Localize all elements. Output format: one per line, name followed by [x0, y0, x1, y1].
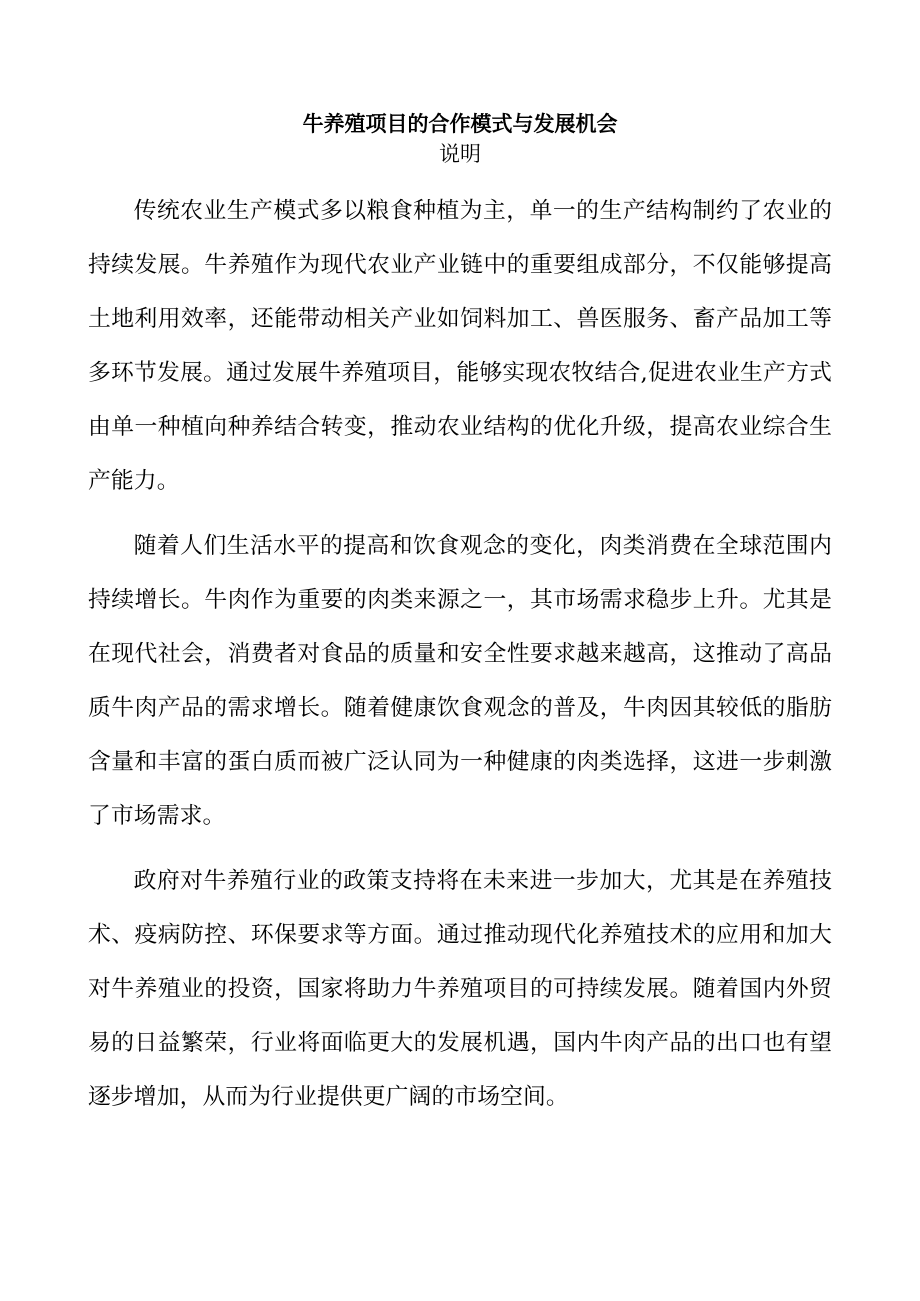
paragraph-1: 传统农业生产模式多以粮食种植为主，单一的生产结构制约了农业的持续发展。牛养殖作为现代农业产业链中的重要组成部分，不仅能够提高土地利用效率，还能带动相关产业如饲料加工、兽医服务、畜产品加工等多环节发展。通过发展牛养殖项目，能够实现农牧结合,促进农业生产方式由单一种植向种养结合转变，推动农业结构的优化升级，提高农业综合生产能力。 — [88, 198, 832, 494]
paragraph-2: 随着人们生活水平的提高和饮食观念的变化，肉类消费在全球范围内持续增长。牛肉作为重要的肉类来源之一，其市场需求稳步上升。尤其是在现代社会，消费者对食品的质量和安全性要求越来越高，这推动了高品质牛肉产品的需求增长。随着健康饮食观念的普及，牛肉因其较低的脂肪含量和丰富的蛋白质而被广泛认同为一种健康的肉类选择，这进一步刺激了市场需求。 — [88, 533, 832, 829]
paragraph-3: 政府对牛养殖行业的政策支持将在未来进一步加大，尤其是在养殖技术、疫病防控、环保要求等方面。通过推动现代化养殖技术的应用和加大对牛养殖业的投资，国家将助力牛养殖项目的可持续发展。随着国内外贸易的日益繁荣，行业将面临更大的发展机遇，国内牛肉产品的出口也有望逐步增加，从而为行业提供更广阔的市场空间。 — [88, 868, 832, 1110]
document-title: 牛养殖项目的合作模式与发展机会 — [302, 111, 618, 136]
document-subtitle: 说明 — [439, 142, 481, 166]
